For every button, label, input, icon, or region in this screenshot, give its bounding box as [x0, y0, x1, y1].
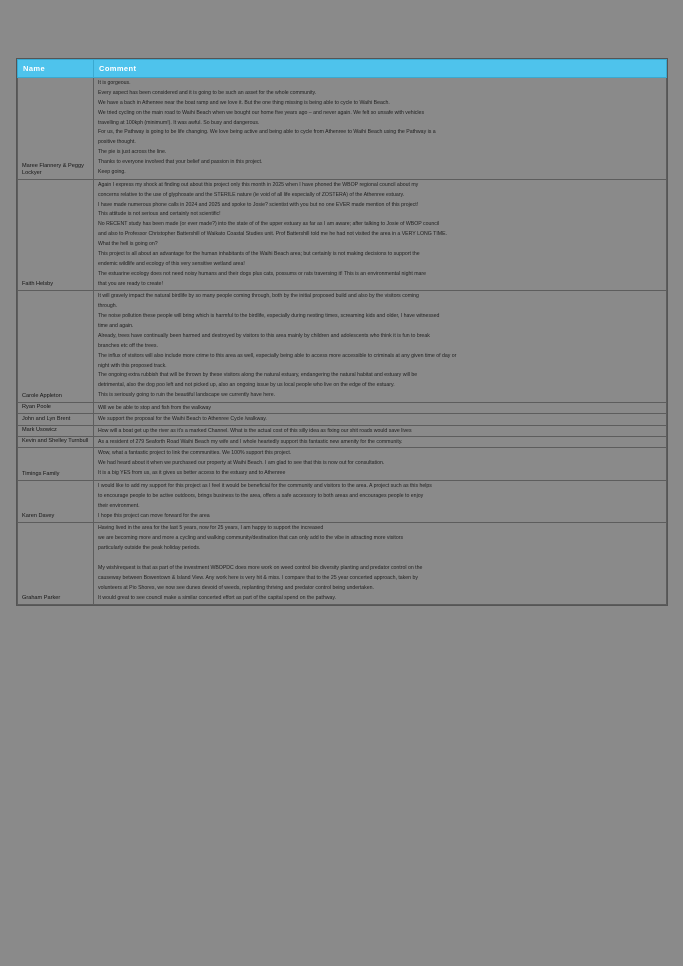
table-row [18, 403, 667, 414]
cell-comment [94, 291, 667, 403]
cell-comment [94, 414, 667, 425]
table-header [18, 60, 667, 78]
table-body [18, 78, 667, 605]
comment-line: Will we be able to stop and fish from the walkway [98, 405, 212, 411]
cell-comment [94, 480, 667, 523]
cell-comment [94, 523, 667, 605]
comment-line: We tried cycling on the main road to Waihi Beach when we bought our home five years ago – and never again. We felt so unsafe with vehicles [98, 109, 425, 116]
comment-line: time and again. [98, 323, 134, 329]
table-row [18, 414, 667, 425]
cell-name: Mark Usowicz [18, 425, 94, 436]
comment-line: night with this proposed track. [98, 362, 167, 369]
cell-name: Ryan Poole [18, 403, 94, 414]
comment-line: Every aspect has been considered and it is going to be such an asset for the whole community. [98, 89, 317, 96]
table-row [18, 480, 667, 523]
comment-line: detrimental, also the dog poo left and not picked up, also an ongoing issue by us local people who live on the edge of the estuary. [98, 382, 395, 389]
comment-line: Again I express my shock at finding out about this project only this month in 2025 when I have phoned the WBOP regional council about my [98, 181, 419, 188]
comment-line: It will gravely impact the natural birdlife by so many people coming through, both by the initial proposed build and also by the visitors coming [98, 293, 419, 300]
comment-line: branches etc off the trees. [98, 342, 158, 349]
comment-line: positive thought. [98, 139, 136, 146]
cell-name: Maree Flannery & Peggy Lockyer [18, 78, 94, 180]
comment-line: We have a bach in Athenree near the boat ramp and we love it. But the one thing missing is being able to cycle to Waihi Beach. [98, 99, 390, 106]
comment-line: to encourage people to be active outdoors, brings business to the area, offers a safe accessory to both areas and encourages people to enjoy [98, 492, 424, 499]
comment-line: This project is all about an advantage for the human inhabitants of the Waihi Beach area; but certainly is not making decisions to support the [98, 250, 420, 257]
table-row [18, 425, 667, 436]
cell-name: Graham Parker [18, 523, 94, 605]
comment-line: We support the proposal for the Waihi Beach to Athenree Cycle /walkway. [98, 416, 267, 423]
comment-line: Having lived in the area for the last 5 years, now for 25 years, I am happy to support the increased [98, 525, 324, 532]
cell-name: John and Lyn Brent [18, 414, 94, 425]
comment-line: travelling at 100kph (minimum!). It was awful. So busy and dangerous. [98, 119, 260, 126]
comment-line: I hope this project can move forward for the area [98, 512, 210, 519]
comment-line: Thanks to everyone involved that your belief and passion in this project. [98, 159, 263, 165]
table-row [18, 523, 667, 605]
comment-line: The ongoing extra rubbish that will be thrown by these visitors along the natural estuary, endangering the natural habitat and estuary will be [98, 372, 418, 379]
column-header-comment[interactable]: Comment [94, 60, 667, 78]
table-row [18, 436, 667, 447]
table-row [18, 291, 667, 403]
cell-name: Faith Helsby [18, 179, 94, 291]
comment-line: We had heard about it when we purchased our property at Waihi Beach. I am glad to see that this is now out for consultation. [98, 460, 385, 467]
comment-line: It is a big YES from us, as it gives us better access to the estuary and to Athenree [98, 470, 286, 476]
comment-line: that you are ready to create! [98, 280, 163, 287]
comment-line [98, 554, 663, 564]
comment-line: The influx of visitors will also include more crime to this area as well, especially being able to access more accessible to criminals at any given time of day or [98, 352, 457, 359]
cell-name: Timings Family [18, 448, 94, 481]
comment-line: It is gorgeous. [98, 80, 131, 86]
comment-line: The estuarine ecology does not need noisy humans and their dogs plus cats, possums or rats traversing it! This is an environmental night mare [98, 270, 427, 277]
comment-line: No RECENT study has been made (or ever made?) into the state of of the upper estuary as far as I am aware; after talking to Josie of WBOP council [98, 221, 440, 228]
cell-name: Kevin and Shelley Turnbull [18, 436, 94, 447]
cell-comment [94, 78, 667, 180]
comments-table-container [16, 58, 668, 606]
comment-line: This is seriously going to ruin the beautiful landscape we currently have here. [98, 392, 276, 399]
comment-line: Already, trees have continually been harmed and destroyed by visitors to this area mainly by children and adolescents who think it is fun to break [98, 332, 430, 339]
comment-line: The pie is just across the line. [98, 149, 167, 156]
comment-line: I would like to add my support for this project as I feel it would be beneficial for the community and visitors to the area. A project such as this helps [98, 482, 432, 489]
comment-line: causeway between Bowentown & Island View. Any work here is very hit & miss. I compare that to the 25 year concerted approach, taken by [98, 574, 418, 581]
comment-line: and also to Professor Christopher Battershill of Waikato Coastal Studies unit. Prof Battershill told me he had not visited the area in a VERY LONG TIME. [98, 231, 447, 238]
comment-line: For us, the Pathway is going to be life changing. We love being active and being able to cycle from Athenree to Waihi Beach using the Pathway is a [98, 129, 436, 136]
comment-line: I have made numerous phone calls in 2024 and 2025 and spoke to Josie? scientist with you but no one EVER made mention of this project! [98, 201, 419, 208]
comment-line: What the hell is going on? [98, 241, 158, 247]
column-header-name[interactable]: Name [18, 60, 94, 78]
comment-line: Keep going. [98, 168, 126, 175]
cell-comment [94, 448, 667, 481]
cell-comment [94, 436, 667, 447]
comment-line: Wow, what a fantastic project to link the communities. We 100% support this project. [98, 450, 292, 457]
comment-line: through. [98, 303, 118, 310]
comment-line: As a resident of 279 Seaforth Road Waihi Beach my wife and I whole heartedly support this fantastic new amenity for the community. [98, 438, 403, 445]
comment-line: volunteers at Pio Shores, we now see dunes devoid of weeds, replanting thriving and predator control being undertaken. [98, 584, 374, 591]
comment-line: we are becoming more and more a cycling and walking community/destination that can only add to the vibe in attracting more visitors [98, 535, 404, 542]
cell-name: Karen Davey [18, 480, 94, 523]
cell-comment [94, 403, 667, 414]
cell-name: Carole Appleton [18, 291, 94, 403]
comments-table [17, 59, 667, 605]
cell-comment [94, 425, 667, 436]
comment-line: concerns relative to the use of glyphosate and the STERILE nature (ie void of all life especially of ZOSTERA) of the Athenree estuary. [98, 191, 405, 198]
comment-line: It would great to see council make a similar concerted effort as part of the capital spend on the pathway. [98, 594, 336, 601]
table-row [18, 78, 667, 180]
table-header-row [18, 60, 667, 78]
comment-line: How will a boat get up the river as it's a marked Channel. What is the actual cost of this silly idea as fixing our shit roads would save lives [98, 427, 412, 434]
comment-line: particularly outside the peak holiday periods. [98, 545, 201, 552]
comment-line: endemic wildlife and ecology of this very sensitive wetland area! [98, 260, 245, 267]
comment-line: their environment. [98, 502, 140, 509]
table-row [18, 448, 667, 481]
comment-line: The noise pollution these people will bring which is harmful to the birdlife, especially during nesting times, screaming kids and older, I have witnessed [98, 313, 440, 320]
comment-line: My wish/request is that as part of the investment WBOPDC does more work on weed control bio diversity planting and predator control on the [98, 564, 423, 571]
cell-comment [94, 179, 667, 291]
table-row [18, 179, 667, 291]
comment-line: This attitude is not serious and certainly not scientific! [98, 211, 221, 218]
